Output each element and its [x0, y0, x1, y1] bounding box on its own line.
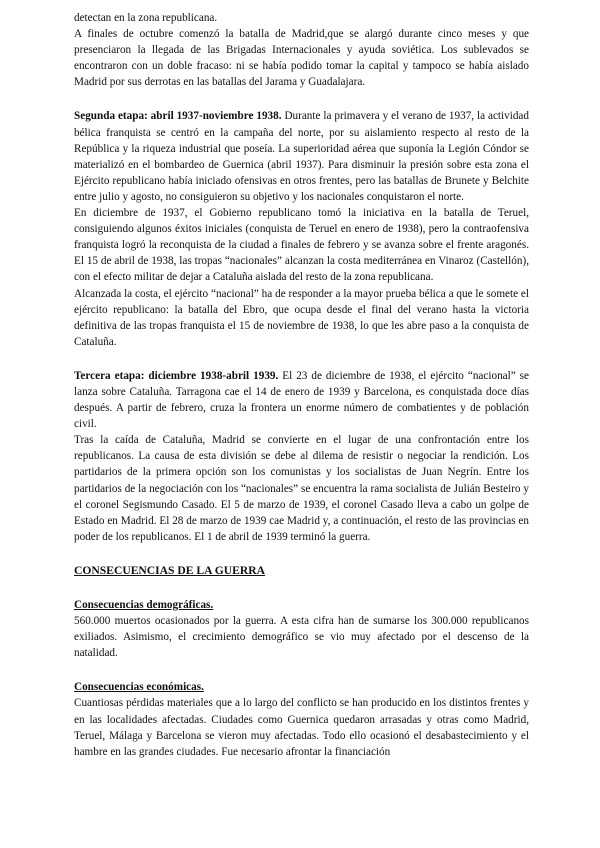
stage3-text-1: El 23 de diciembre de 1938, el ejército “nacional” se lanza sobre Cataluña. Tarragona cae el 14 de enero de 1939 y Barcelona, es conquistada doce días después. A partir de febrero, cruza la frontera un enorme número de combatientes y de población civil.	[74, 369, 529, 431]
stage2-heading: Segunda etapa: abril 1937-noviembre 1938.	[74, 110, 282, 123]
document-body	[74, 10, 529, 760]
stage3-paragraph-1	[74, 368, 529, 432]
consequences-title: CONSECUENCIAS DE LA GUERRA	[74, 563, 266, 577]
intro-paragraph-1: detectan en la zona republicana.	[74, 12, 218, 24]
stage2-paragraph-2: En diciembre de 1937, el Gobierno republicano tomó la iniciativa en la batalla de Teruel, consiguiendo algunos éxitos iniciales (conquista de Teruel en enero de 1938), pero la contraofensiva franquista logró la reconquista de la ciudad a finales de febrero y se avanza sobre el frente aragonés. El 15 de abril de 1938, las tropas “nacionales” alcanzan la costa mediterránea en Vinaroz (Castellón), con el efecto militar de dejar a Cataluña aislada del resto de la zona republicana.	[74, 207, 529, 284]
stage3-heading: Tercera etapa: diciembre 1938-abril 1939.	[74, 369, 279, 382]
stage3-paragraph-2: Tras la caída de Cataluña, Madrid se convierte en el lugar de una confrontación entre los republicanos. La causa de esta división se debe al dilema de resistir o negociar la rendición. Los partidarios de la primera opción son los comunistas y los socialistas de Juan Negrín. Entre los partidarios de la negociación con los “nacionales” se encuentra la rama socialista de Julián Besteiro y el coronel Segismundo Casado. El 5 de marzo de 1939, el coronel Casado lleva a cabo un golpe de Estado en Madrid. El 28 de marzo de 1939 cae Madrid y, a continuación, el resto de las provincias en poder de los republicanos. El 1 de abril de 1939 terminó la guerra.	[74, 434, 529, 543]
economic-subtitle: Consecuencias económicas.	[74, 681, 204, 694]
stage2-paragraph-3: Alcanzada la costa, el ejército “nacional” ha de responder a la mayor prueba bélica a que le somete el ejército republicano: la batalla del Ebro, que ocupa desde el final del verano hasta la victoria definitiva de las tropas franquista el 15 de noviembre de 1938, lo que les abre paso a la conquista de Cataluña.	[74, 287, 529, 348]
economic-paragraph: Cuantiosas pérdidas materiales que a lo largo del conflicto se han producido en los distintos frentes y en las localidades afectadas. Ciudades como Guernica quedaron arrasadas y otras como Madrid, Teruel, Málaga y Barcelona se vieron muy afectadas. Todo ello ocasionó el desabastecimiento y el hambre en las grandes ciudades. Fue necesario afrontar la financiación	[74, 697, 529, 758]
demographic-paragraph: 560.000 muertos ocasionados por la guerra. A esta cifra han de sumarse los 300.000 republicanos exiliados. Asimismo, el crecimiento demográfico se vio muy afectado por el descenso de la natalidad.	[74, 615, 529, 660]
stage2-text-1: Durante la primavera y el verano de 1937, la actividad bélica franquista se centró en la campaña del norte, por su aislamiento respecto al resto de la República y la riqueza industrial que poseía. La superioridad aérea que suponía la Legión Cóndor se materializó en el bombardeo de Guernica (abril 1937). Para disminuir la presión sobre esta zona el Ejército republicano había iniciado ofensivas en otros frentes, pero las batallas de Brunete y Belchite entre julio y agosto, no consiguieron su objetivo y los nacionales conquistaron el norte.	[74, 110, 529, 203]
demographic-subtitle: Consecuencias demográficas.	[74, 599, 214, 611]
intro-paragraph-2: A finales de octubre comenzó la batalla de Madrid,que se alargó durante cinco meses y que presenciaron la llegada de las Brigadas Internacionales y ayuda soviética. Los sublevados se encontraron con un doble fracaso: ni se había podido tomar la capital y tampoco se había aislado Madrid por sus derrotas en las batallas del Jarama y Guadalajara.	[74, 28, 529, 89]
stage2-paragraph-1	[74, 108, 529, 205]
